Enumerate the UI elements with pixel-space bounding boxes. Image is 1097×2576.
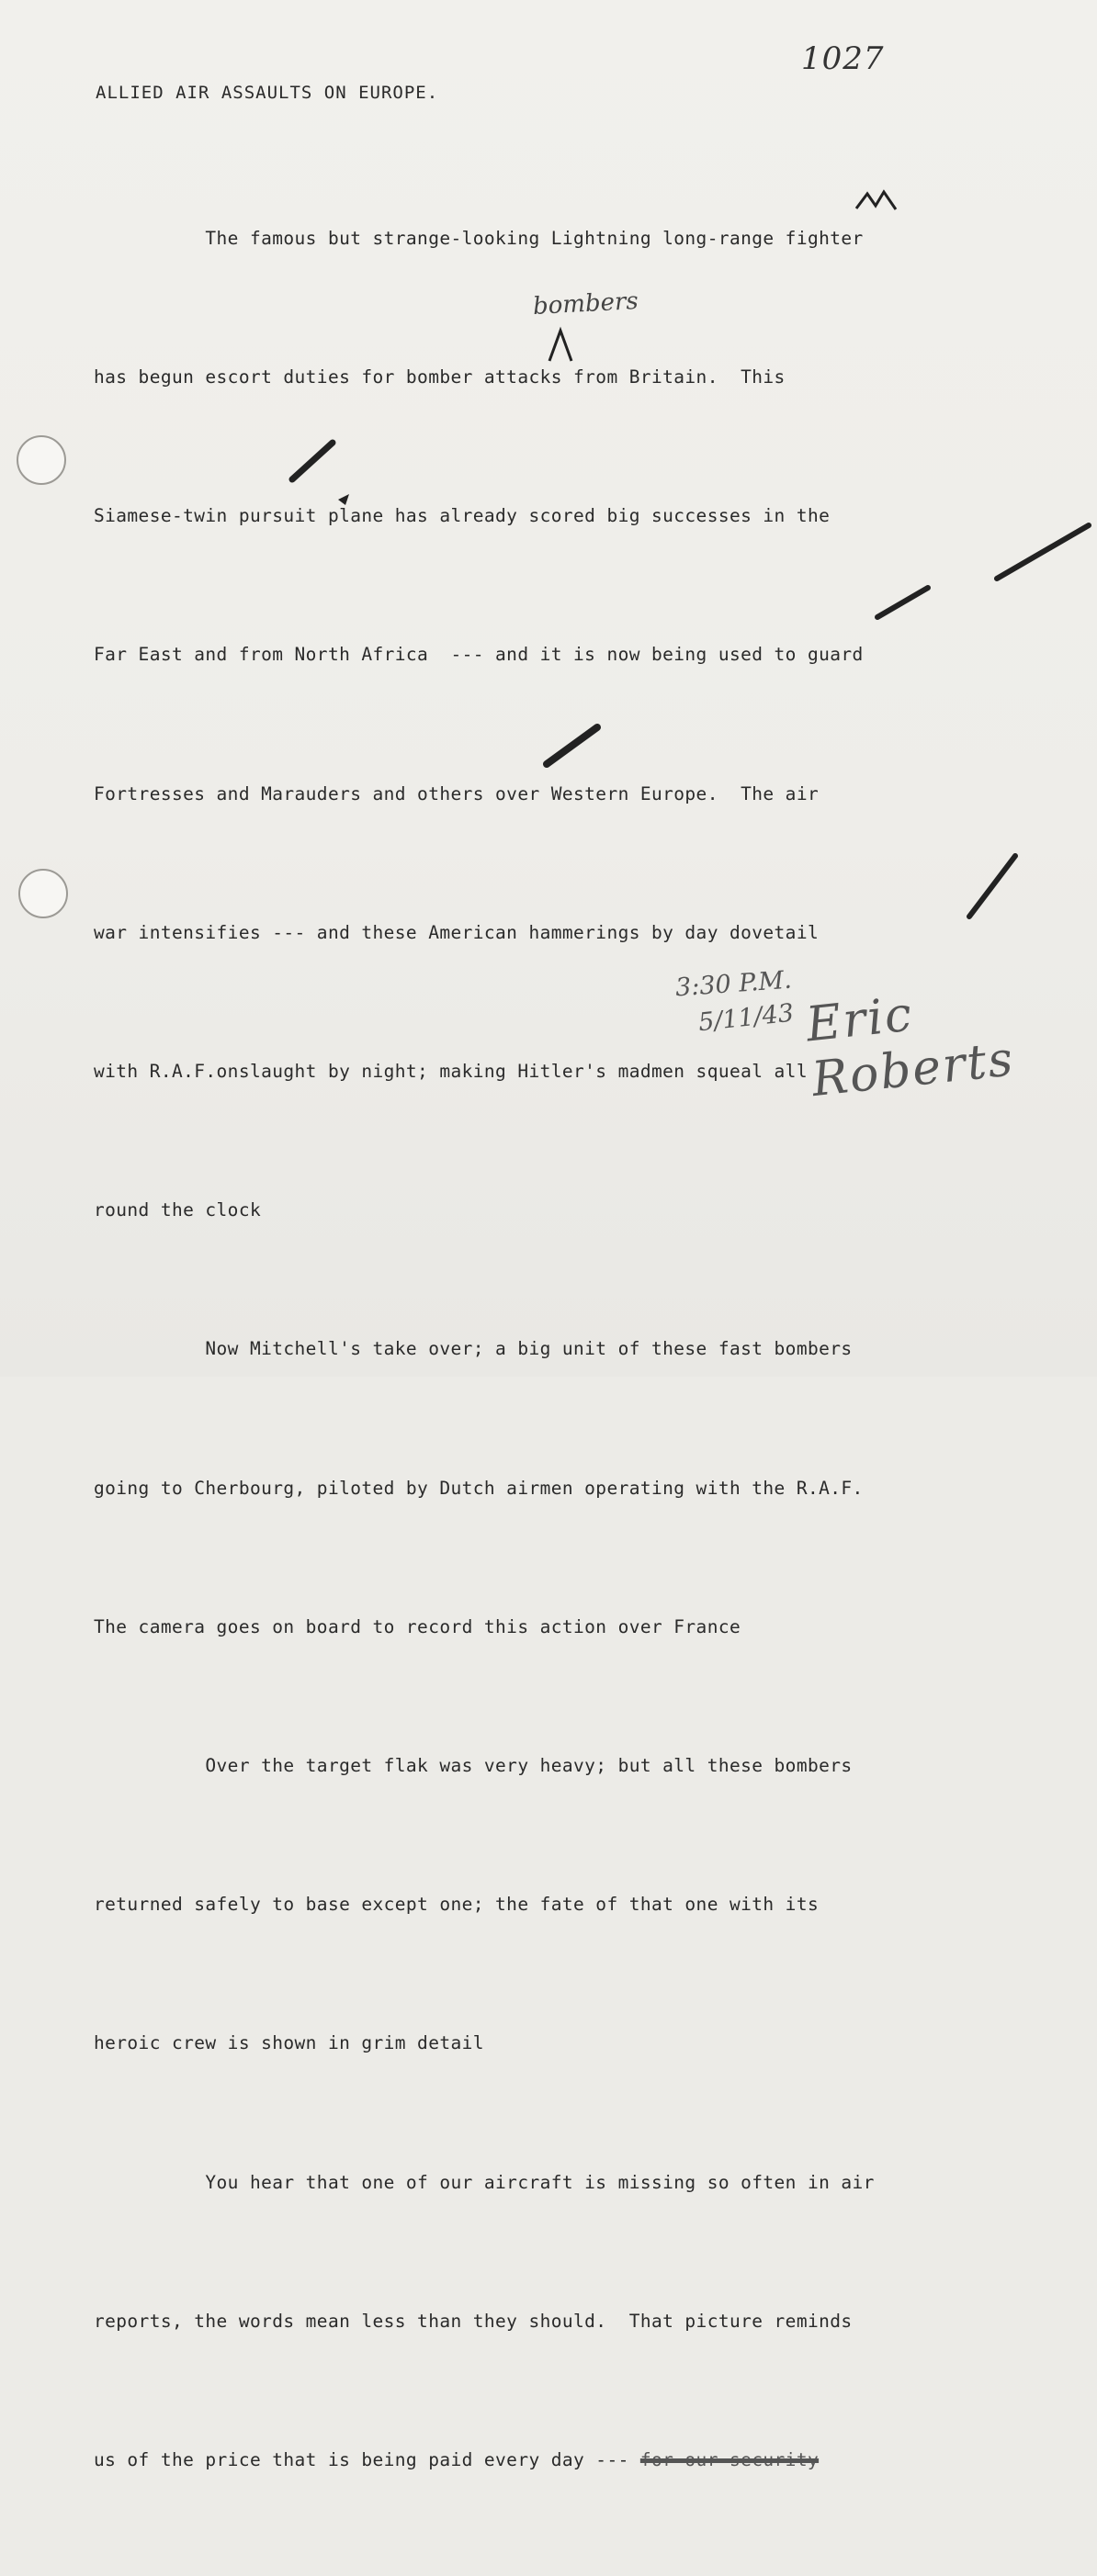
page-number: 1027 bbox=[801, 40, 885, 77]
body-line: reports, the words mean less than they should. That picture reminds bbox=[94, 2310, 853, 2332]
body-line: war intensifies --- and these American hammerings by day dovetail bbox=[94, 921, 820, 943]
body-line: Over the target flak was very heavy; but all these bombers bbox=[94, 1755, 853, 1777]
body-line: round the clock bbox=[94, 1199, 262, 1221]
caret-mark bbox=[856, 192, 896, 209]
handwritten-time: 3:30 P.M. bbox=[674, 965, 793, 1003]
body-line: Fortresses and Marauders and others over Western Europe. The air bbox=[94, 782, 820, 804]
body-line: You hear that one of our aircraft is missing so often in air bbox=[94, 2171, 875, 2193]
slash-mark bbox=[969, 856, 1015, 917]
caret-mark bbox=[549, 331, 571, 361]
body-line: Now Mitchell's take over; a big unit of these fast bombers bbox=[94, 1338, 853, 1360]
slash-mark bbox=[877, 588, 928, 617]
handwritten-signature: Eric Roberts bbox=[803, 986, 1017, 1108]
body-line: with R.A.F.onslaught by night; making Hitler's madmen squeal all bbox=[94, 1061, 808, 1083]
body-line: The camera goes on board to record this action over France bbox=[94, 1615, 741, 1637]
body-line: The famous but strange-looking Lightning long-range fighter bbox=[94, 227, 864, 249]
struck-text: for our security bbox=[639, 2449, 820, 2471]
body-line: Far East and from North Africa --- and it is now being used to guard bbox=[94, 644, 864, 666]
body-line-last bbox=[94, 2437, 1049, 2483]
body-line: going to Cherbourg, piloted by Dutch airmen operating with the R.A.F. bbox=[94, 1477, 864, 1499]
apostrophe-mark bbox=[338, 494, 349, 505]
handwritten-date: 5/11/43 bbox=[696, 998, 796, 1038]
body-line: returned safely to base except one; the fate of that one with its bbox=[94, 1894, 820, 1916]
body-line: heroic crew is shown in grim detail bbox=[94, 2032, 484, 2054]
slash-mark bbox=[292, 443, 333, 479]
body-line: has begun escort duties for bomber attacks from Britain. This bbox=[94, 366, 786, 388]
slash-mark bbox=[997, 525, 1089, 579]
document-title: ALLIED AIR ASSAULTS ON EUROPE. bbox=[96, 83, 439, 103]
handwritten-insertion: bombers bbox=[532, 287, 639, 321]
slash-mark bbox=[547, 727, 597, 764]
body-line-text: us of the price that is being paid every day --- bbox=[94, 2449, 640, 2471]
body-line: Siamese-twin pursuit plane has already scored big successes in the bbox=[94, 505, 831, 527]
